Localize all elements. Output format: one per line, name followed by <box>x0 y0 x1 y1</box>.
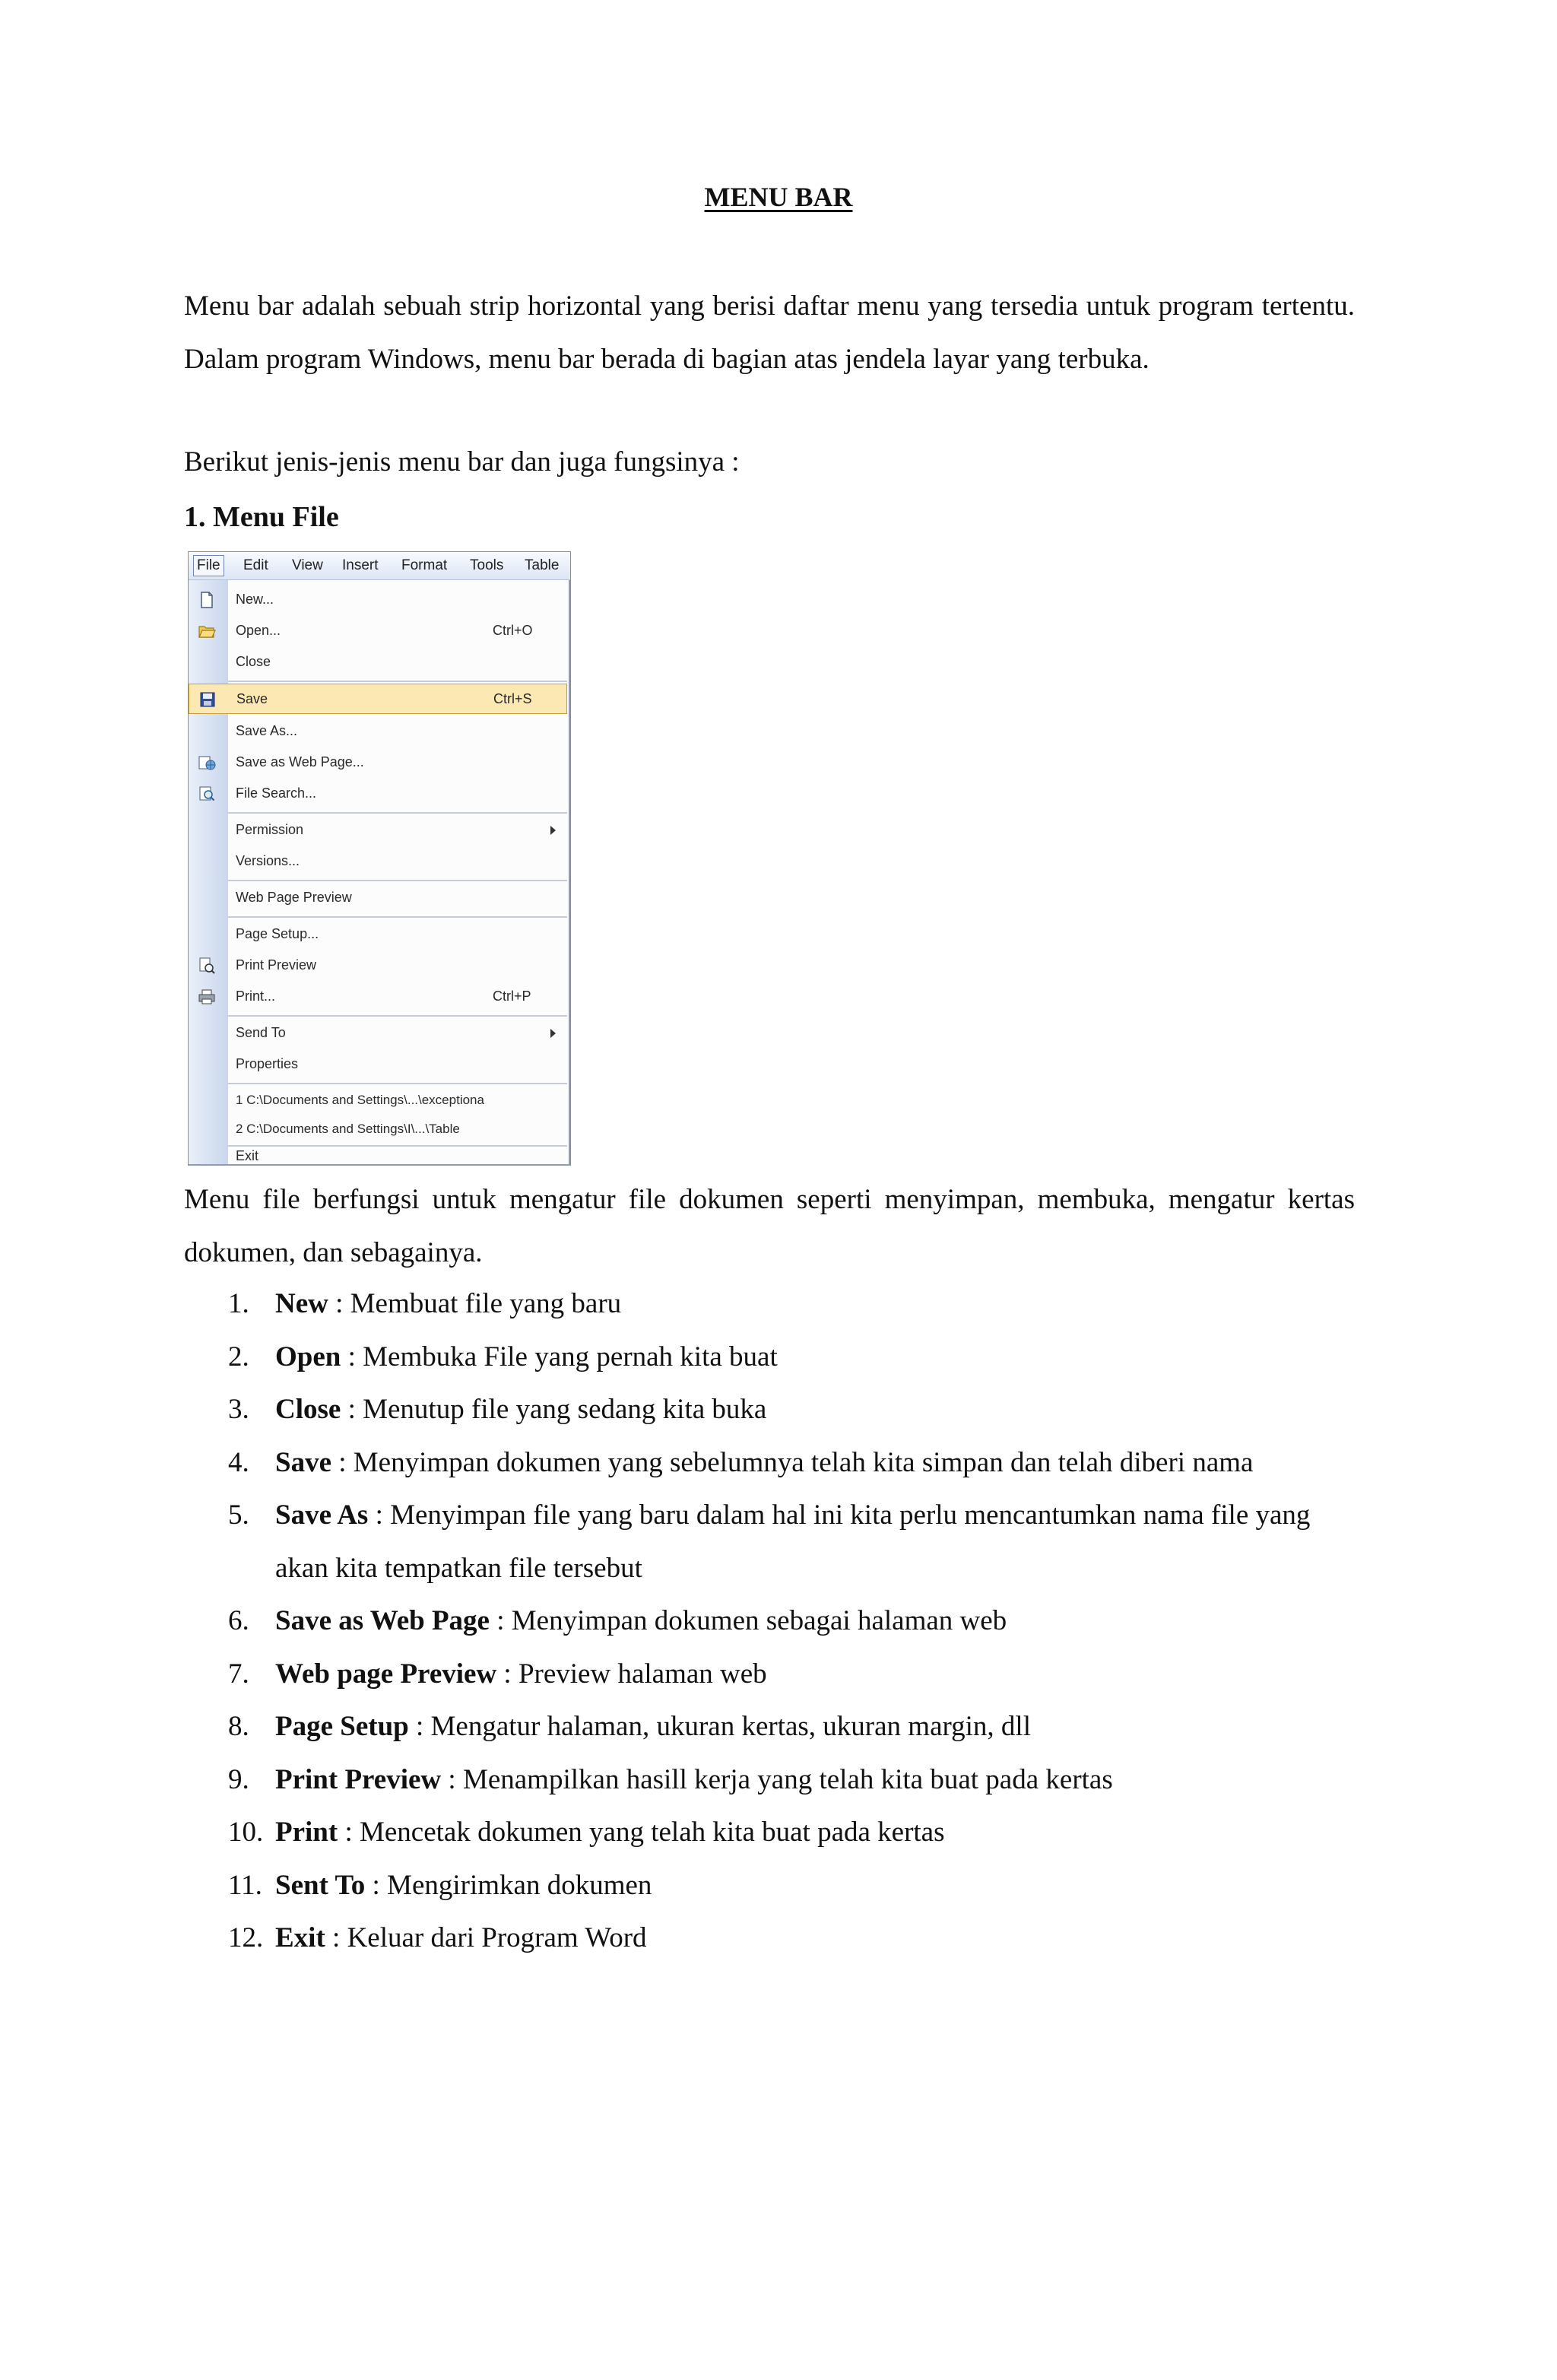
file-search-icon <box>198 785 216 803</box>
open-folder-icon <box>198 622 216 640</box>
file-menu-function-list <box>228 1277 1368 1965</box>
web-page-icon <box>198 754 216 772</box>
print-preview-icon <box>198 957 216 975</box>
list-item: 12. Exit : Keluar dari Program Word <box>228 1922 647 1953</box>
menu-item-open: Open... Ctrl+O <box>189 616 567 646</box>
menu-separator <box>228 880 567 881</box>
menu-separator <box>228 916 567 918</box>
section-heading: 1. Menu File <box>184 501 339 533</box>
menu-item-close: Close <box>236 654 271 669</box>
file-menu-screenshot <box>188 551 571 1166</box>
menubar-tools: Tools <box>470 557 504 573</box>
printer-icon <box>198 988 216 1006</box>
file-dropdown <box>189 580 570 1166</box>
menu-item-recent-file-2: 2 C:\Documents and Settings\I\...\Table <box>236 1122 460 1136</box>
menubar-table: Table <box>525 557 560 573</box>
lead-paragraph: Berikut jenis-jenis menu bar dan juga fungsinya : <box>184 446 740 478</box>
list-item: 11. Sent To : Mengirimkan dokumen <box>228 1869 652 1901</box>
menu-item-exit: Exit <box>236 1148 259 1163</box>
list-item: 8. Page Setup : Mengatur halaman, ukuran kertas, ukuran margin, dll <box>228 1711 1031 1742</box>
list-item: 10. Print : Mencetak dokumen yang telah kita buat pada kertas <box>228 1817 945 1848</box>
menu-separator <box>228 681 567 682</box>
menu-item-file-search: File Search... <box>189 779 567 809</box>
page-title: MENU BAR <box>704 182 853 212</box>
menu-item-save-as: Save As... <box>236 723 298 738</box>
submenu-arrow-icon <box>550 826 556 835</box>
list-item: 4. Save : Menyimpan dokumen yang sebelumnya telah kita simpan dan telah diberi nama <box>228 1446 1254 1478</box>
list-item: 9. Print Preview : Menampilkan hasill kerja yang telah kita buat pada kertas <box>228 1763 1113 1795</box>
description-paragraph: Menu file berfungsi untuk mengatur file dokumen seperti menyimpan, membuka, mengatur kertas dokumen, dan sebagainya. <box>184 1184 1355 1268</box>
list-item: 5. Save As : Menyimpan file yang baru dalam hal ini kita perlu mencantumkan nama file yang akan kita tempatkan file tersebut <box>228 1499 1311 1584</box>
list-item: 7. Web page Preview : Preview halaman web <box>228 1658 767 1690</box>
list-item: 2. Open : Membuka File yang pernah kita buat <box>228 1341 778 1372</box>
menu-item-properties: Properties <box>236 1056 299 1071</box>
menubar-view: View <box>292 557 323 573</box>
list-item: 1. New : Membuat file yang baru <box>228 1288 622 1319</box>
intro-paragraph: Menu bar adalah sebuah strip horizontal yang berisi daftar menu yang tersedia untuk program tertentu. Dalam program Windows, menu bar berada di bagian atas jendela layar yang terbuka. <box>184 290 1355 375</box>
menu-item-versions: Versions... <box>236 853 300 868</box>
menubar <box>189 552 570 580</box>
menu-item-new: New... <box>189 585 567 615</box>
submenu-arrow-icon <box>550 1029 556 1038</box>
save-disk-icon <box>198 690 217 709</box>
menu-item-page-setup: Page Setup... <box>236 926 319 941</box>
menu-item-save-as-web-page: Save as Web Page... <box>189 747 567 778</box>
menu-item-send-to: Send To <box>189 1018 567 1049</box>
menubar-edit: Edit <box>243 557 268 573</box>
menu-item-permission: Permission <box>189 815 567 846</box>
menu-separator <box>228 1015 567 1017</box>
menu-item-web-page-preview: Web Page Preview <box>236 890 352 905</box>
menu-item-print-preview: Print Preview <box>189 950 567 981</box>
list-item: 3. Close : Menutup file yang sedang kita buka <box>228 1394 767 1425</box>
menu-separator <box>228 812 567 814</box>
menu-separator <box>228 1083 567 1084</box>
menubar-insert: Insert <box>342 557 379 573</box>
menubar-file: File <box>193 555 224 576</box>
menu-item-recent-file-1: 1 C:\Documents and Settings\...\exceptiona <box>236 1093 484 1107</box>
menubar-format: Format <box>401 557 448 573</box>
menu-item-save: Save Ctrl+S <box>189 684 567 714</box>
new-document-icon <box>198 591 216 609</box>
menu-item-print: Print... Ctrl+P <box>189 982 567 1012</box>
list-item: 6. Save as Web Page : Menyimpan dokumen sebagai halaman web <box>228 1605 1007 1636</box>
